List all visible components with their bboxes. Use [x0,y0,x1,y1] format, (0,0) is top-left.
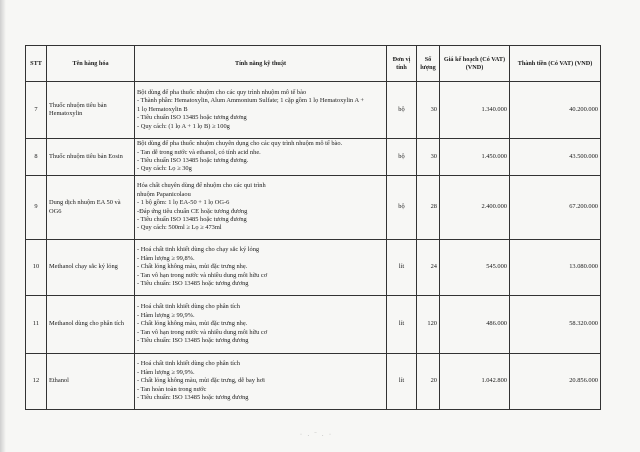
spec-line: - Quy cách: (1 lọ A + 1 lọ B) ≥ 100g [137,122,230,130]
table-row [26,176,601,240]
cell-price: 486.000 [440,296,510,354]
table-header-row [26,46,601,82]
page-shadow-edge [0,0,6,452]
cell-spec [135,240,387,296]
cell-qty: 24 [417,240,440,296]
cell-spec [135,176,387,240]
table-row [26,354,601,410]
header-name: Tên hàng hóa [47,46,135,82]
header-price: Giá kế hoạch (Có VAT) (VND) [440,46,510,82]
spec-line: Bột dùng để pha thuốc nhuộm cho các quy trình nhuộm mô tế bào [137,88,307,96]
spec-line: - Hoá chất tinh khiết dùng cho phân tích [137,303,240,311]
spec-line: - Quy cách: Lọ ≥ 30g [137,165,192,173]
cell-spec [135,139,387,176]
spec-line: - Chất lỏng không màu, mùi đặc trưng, dễ bay hơi [137,377,265,385]
spec-line: - Thành phần: Hematoxylin, Alum Ammonium Sulfate; 1 cặp gồm 1 lọ Hematoxylin A + [137,97,364,105]
spec-line: - Chất lỏng không màu, mùi đặc trưng nhẹ. [137,320,248,328]
spec-line: - 1 bộ gồm: 1 lọ EA-50 + 1 lọ OG-6 [137,199,230,207]
cell-unit: bộ [387,139,417,176]
cell-unit: bộ [387,176,417,240]
cell-total: 40.200.000 [510,82,601,139]
spec-line: - Tiêu chuẩn: ISO 13485 hoặc tương đương [137,337,249,345]
cell-total: 67.200.000 [510,176,601,240]
table-row [26,82,601,139]
cell-price: 1.340.000 [440,82,510,139]
table-row [26,296,601,354]
cell-spec [135,354,387,410]
cell-price: 2.400.000 [440,176,510,240]
cell-stt: 7 [26,82,47,139]
cell-spec [135,82,387,139]
cell-spec [135,296,387,354]
cell-name: Dung dịch nhuộm EA 50 và OG6 [47,176,135,240]
cell-stt: 9 [26,176,47,240]
cell-total: 58.320.000 [510,296,601,354]
cell-qty: 28 [417,176,440,240]
cell-name: Ethanol [47,354,135,410]
spec-line: - Tan hoàn toàn trong nước [137,385,207,393]
header-spec: Tính năng kỹ thuật [135,46,387,82]
spec-line: - Tiêu chuẩn ISO 13485 hoặc tương đương [137,215,247,223]
cell-name: Methanol chạy sắc ký lỏng [47,240,135,296]
cell-unit: lít [387,354,417,410]
cell-stt: 12 [26,354,47,410]
spec-line: - Tan dễ trong nước và ethanol, có tính acid nhe. [137,148,261,156]
cell-total: 20.856.000 [510,354,601,410]
cell-unit: bộ [387,82,417,139]
spec-line: 1 lọ Hematoxylin B [137,105,188,113]
spec-line: - Tiêu chuẩn ISO 13485 hoặc tương đương [137,114,247,122]
cell-name: Methanol dùng cho phân tích [47,296,135,354]
spec-line: - Tan vô hạn trong nước và nhiều dung môi hữu cơ [137,271,268,279]
cell-price: 545.000 [440,240,510,296]
spec-line: - Hàm lượng ≥ 99,9%. [137,368,195,376]
table-row [26,240,601,296]
cell-qty: 30 [417,139,440,176]
cell-name: Thuốc nhuộm tiêu bản Eosin [47,139,135,176]
spec-line: - Tan vô hạn trong nước và nhiều dung môi hữu cơ [137,328,268,336]
scan-artifact-marks: · . ¨ . · [300,432,333,438]
header-total: Thành tiền (Có VAT) (VND) [510,46,601,82]
cell-stt: 8 [26,139,47,176]
cell-qty: 30 [417,82,440,139]
spec-line: - Hàm lượng ≥ 99,9%. [137,311,195,319]
spec-line: - Tiêu chuẩn: ISO 13485 hoặc tương đương [137,394,249,402]
cell-price: 1.042.800 [440,354,510,410]
cell-name: Thuốc nhuộm tiêu bản Hematoxylin [47,82,135,139]
spec-line: - Tiêu chuẩn ISO 13485 hoặc tương đương. [137,157,249,164]
header-unit: Đơn vị tính [387,46,417,82]
spec-line: Hóa chất chuyên dùng để nhuộm cho các qui trình [137,182,266,190]
cell-qty: 20 [417,354,440,410]
spec-line: - Hoá chất tinh khiết dùng cho phân tích [137,360,240,368]
spec-line: - Tiêu chuẩn: ISO 13485 hoặc tương đương [137,280,249,288]
cell-price: 1.450.000 [440,139,510,176]
header-qty: Số lượng [417,46,440,82]
cell-stt: 11 [26,296,47,354]
goods-table [25,45,601,410]
cell-total: 43.500.000 [510,139,601,176]
cell-stt: 10 [26,240,47,296]
spec-line: - Chất lỏng không màu, mùi đặc trưng nhẹ. [137,263,248,271]
spec-line: - Hoá chất tinh khiết dùng cho chạy sắc ký lỏng [137,246,260,254]
cell-qty: 120 [417,296,440,354]
table-row [26,139,601,176]
spec-line: Bột dùng để pha thuốc nhuộm chuyên dụng cho các quy trình nhuộm mô tế bào. [137,140,343,148]
spec-line: nhuộm Papanicolaou [137,190,191,198]
cell-total: 13.080.000 [510,240,601,296]
spec-line: - Hàm lượng ≥ 99,8%. [137,254,195,262]
cell-unit: lít [387,296,417,354]
header-stt: STT [26,46,47,82]
cell-unit: lít [387,240,417,296]
spec-line: - Quy cách: 500ml ≥ Lọ ≥ 473ml [137,224,222,232]
spec-line: -Đáp ứng tiêu chuẩn CE hoặc tương đương [137,207,248,215]
